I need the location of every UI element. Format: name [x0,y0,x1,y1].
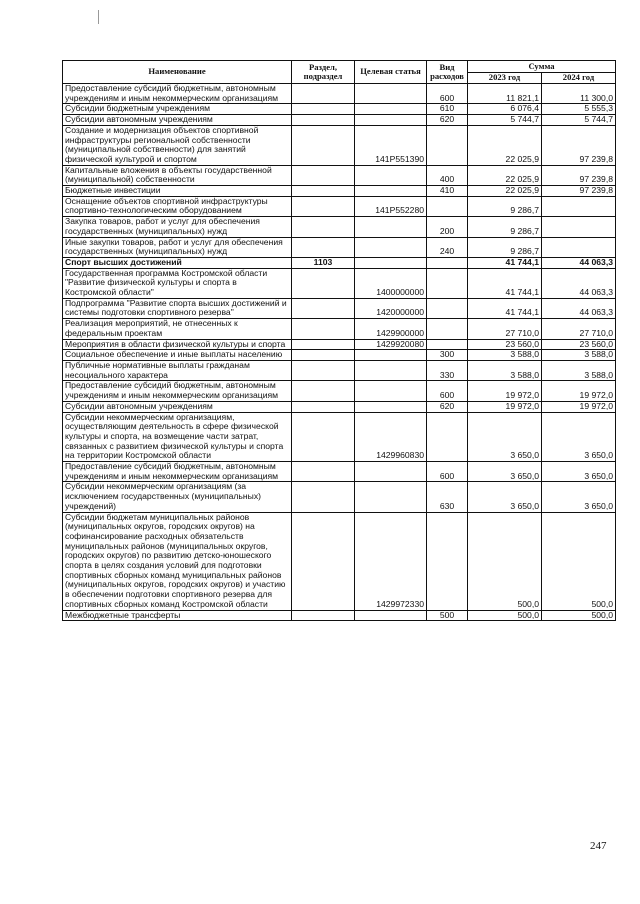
row-name: Субсидии бюджетам муниципальных районов (муниципальных округов, городских округов) на софинансирование расходных обязательств муниципальных районов (муниципальных округов, городских округов) по развитию детско-юношеского спорта в целях создания условий для подготовки спортивных сборных команд муниципальных районов (муниципальных округов, городских округов) и участию в обеспечении подготовки спортивного резерва для спортивных сборных команд Костромской области [63,512,292,610]
table-row [63,196,616,216]
table-row [63,512,616,610]
row-name: Реализация мероприятий, не отнесенных к федеральным проектам [63,319,292,339]
row-expense: 600 [427,462,468,482]
row-expense: 410 [427,186,468,197]
row-target [355,237,427,257]
row-name: Спорт высших достижений [63,257,292,268]
table-row [63,462,616,482]
row-section [292,186,355,197]
row-target [355,482,427,512]
row-section [292,482,355,512]
header-section: Раздел, подраздел [292,61,355,84]
row-value-2024: 97 239,8 [542,186,616,197]
row-target: 1420000000 [355,298,427,318]
header-name: Наименование [63,61,292,84]
row-value-2024: 3 588,0 [542,350,616,361]
row-target [355,84,427,104]
row-value-2023: 19 972,0 [468,401,542,412]
row-value-2023: 41 744,1 [468,257,542,268]
row-expense [427,319,468,339]
row-target [355,217,427,237]
table-row [63,339,616,350]
row-expense: 200 [427,217,468,237]
row-value-2024: 3 650,0 [542,482,616,512]
row-value-2023: 3 650,0 [468,412,542,462]
row-value-2024: 3 650,0 [542,412,616,462]
row-section [292,115,355,126]
row-target: 141P551390 [355,125,427,165]
row-section [292,350,355,361]
row-section [292,237,355,257]
table-header [63,61,616,84]
table-row [63,319,616,339]
row-value-2024: 11 300,0 [542,84,616,104]
table-row [63,401,616,412]
header-expense: Вид расходов [427,61,468,84]
row-value-2023: 500,0 [468,512,542,610]
row-value-2023: 19 972,0 [468,381,542,401]
row-section [292,412,355,462]
row-value-2023: 3 650,0 [468,482,542,512]
row-section [292,268,355,298]
header-year-2023: 2023 год [468,72,542,84]
row-name: Субсидии автономным учреждениям [63,401,292,412]
row-value-2024: 500,0 [542,610,616,621]
row-value-2023: 22 025,9 [468,186,542,197]
table-row [63,217,616,237]
row-name: Оснащение объектов спортивной инфраструктуры спортивно-технологическим оборудованием [63,196,292,216]
row-section [292,196,355,216]
table-row [63,350,616,361]
row-target [355,350,427,361]
row-value-2023: 41 744,1 [468,268,542,298]
row-expense: 630 [427,482,468,512]
row-value-2024 [542,196,616,216]
row-name: Бюджетные инвестиции [63,186,292,197]
row-value-2024: 3 650,0 [542,462,616,482]
row-name: Субсидии автономным учреждениям [63,115,292,126]
row-value-2023: 23 560,0 [468,339,542,350]
row-section [292,339,355,350]
row-value-2024: 5 555,3 [542,104,616,115]
table-row [63,115,616,126]
row-value-2023: 5 744,7 [468,115,542,126]
row-target: 1429900000 [355,319,427,339]
row-target: 1400000000 [355,268,427,298]
row-value-2023: 9 286,7 [468,196,542,216]
row-target: 1429960830 [355,412,427,462]
row-expense: 620 [427,401,468,412]
row-target [355,165,427,185]
row-expense: 400 [427,165,468,185]
row-value-2024 [542,217,616,237]
table-row [63,125,616,165]
row-target: 1429920080 [355,339,427,350]
header-sum: Сумма [468,61,616,73]
row-name: Межбюджетные трансферты [63,610,292,621]
row-name: Создание и модернизация объектов спортивной инфраструктуры региональной собственности (муниципальной собственности) для занятий физической культурой и спортом [63,125,292,165]
row-value-2024: 19 972,0 [542,381,616,401]
row-expense: 620 [427,115,468,126]
row-target [355,257,427,268]
row-section [292,381,355,401]
table-row [63,268,616,298]
row-value-2023: 6 076,4 [468,104,542,115]
table-row [63,298,616,318]
row-value-2024: 97 239,8 [542,165,616,185]
row-value-2024: 23 560,0 [542,339,616,350]
table-row [63,237,616,257]
row-value-2024: 44 063,3 [542,298,616,318]
row-value-2024: 19 972,0 [542,401,616,412]
row-name: Субсидии некоммерческим организациям (за исключением государственных (муниципальных) учреждений) [63,482,292,512]
table-row [63,610,616,621]
row-section [292,217,355,237]
row-section: 1103 [292,257,355,268]
table-row [63,104,616,115]
row-target [355,381,427,401]
row-section [292,610,355,621]
row-name: Государственная программа Костромской области "Развитие физической культуры и спорта в Костромской области" [63,268,292,298]
row-name: Предоставление субсидий бюджетным, автономным учреждениям и иным некоммерческим организациям [63,381,292,401]
row-name: Капитальные вложения в объекты государственной (муниципальной) собственности [63,165,292,185]
row-expense: 600 [427,381,468,401]
row-expense [427,196,468,216]
row-name: Закупка товаров, работ и услуг для обеспечения государственных (муниципальных) нужд [63,217,292,237]
row-name: Предоставление субсидий бюджетным, автономным учреждениям и иным некоммерческим организациям [63,84,292,104]
row-expense: 300 [427,350,468,361]
row-expense [427,512,468,610]
row-target [355,462,427,482]
row-target: 1429972330 [355,512,427,610]
row-section [292,512,355,610]
row-section [292,298,355,318]
row-expense [427,339,468,350]
row-target [355,401,427,412]
table-row [63,412,616,462]
table-row [63,186,616,197]
row-section [292,104,355,115]
row-section [292,165,355,185]
row-value-2023: 27 710,0 [468,319,542,339]
row-value-2024 [542,237,616,257]
header-target: Целевая статья [355,61,427,84]
row-value-2024: 500,0 [542,512,616,610]
row-value-2023: 9 286,7 [468,217,542,237]
row-value-2023: 3 588,0 [468,350,542,361]
table-row [63,381,616,401]
row-value-2023: 3 588,0 [468,360,542,380]
row-expense: 610 [427,104,468,115]
row-section [292,319,355,339]
row-target [355,115,427,126]
row-name: Предоставление субсидий бюджетным, автономным учреждениям и иным некоммерческим организациям [63,462,292,482]
row-value-2023: 41 744,1 [468,298,542,318]
row-value-2023: 500,0 [468,610,542,621]
row-value-2024: 97 239,8 [542,125,616,165]
row-expense: 500 [427,610,468,621]
row-value-2024: 27 710,0 [542,319,616,339]
row-value-2024: 44 063,3 [542,268,616,298]
row-section [292,462,355,482]
row-expense [427,257,468,268]
row-name: Мероприятия в области физической культуры и спорта [63,339,292,350]
row-expense: 330 [427,360,468,380]
row-target: 141P552280 [355,196,427,216]
row-expense: 240 [427,237,468,257]
scan-mark [98,10,99,24]
row-section [292,125,355,165]
row-name: Иные закупки товаров, работ и услуг для обеспечения государственных (муниципальных) нужд [63,237,292,257]
row-section [292,401,355,412]
row-section [292,84,355,104]
row-expense [427,298,468,318]
row-target [355,610,427,621]
row-name: Субсидии бюджетным учреждениям [63,104,292,115]
table-body [63,84,616,621]
header-year-2024: 2024 год [542,72,616,84]
row-section [292,360,355,380]
row-value-2024: 5 744,7 [542,115,616,126]
row-expense: 600 [427,84,468,104]
budget-table [62,60,616,621]
table-row [63,165,616,185]
row-value-2024: 44 063,3 [542,257,616,268]
row-name: Публичные нормативные выплаты гражданам несоциального характера [63,360,292,380]
table-row [63,360,616,380]
row-name: Субсидии некоммерческим организациям, осуществляющим деятельность в сфере физической культуры и спорта, на возмещение части затрат, связанных с развитием физической культуры и спорта на территории Костромской области [63,412,292,462]
table-row [63,84,616,104]
row-expense [427,268,468,298]
page-number: 247 [590,840,607,852]
table-row [63,482,616,512]
row-expense [427,125,468,165]
row-target [355,104,427,115]
row-value-2023: 9 286,7 [468,237,542,257]
row-value-2023: 22 025,9 [468,125,542,165]
table-row [63,257,616,268]
row-target [355,360,427,380]
row-name: Социальное обеспечение и иные выплаты населению [63,350,292,361]
row-expense [427,412,468,462]
row-value-2023: 22 025,9 [468,165,542,185]
row-target [355,186,427,197]
row-name: Подпрограмма "Развитие спорта высших достижений и системы подготовки спортивного резерва" [63,298,292,318]
row-value-2024: 3 588,0 [542,360,616,380]
row-value-2023: 11 821,1 [468,84,542,104]
row-value-2023: 3 650,0 [468,462,542,482]
